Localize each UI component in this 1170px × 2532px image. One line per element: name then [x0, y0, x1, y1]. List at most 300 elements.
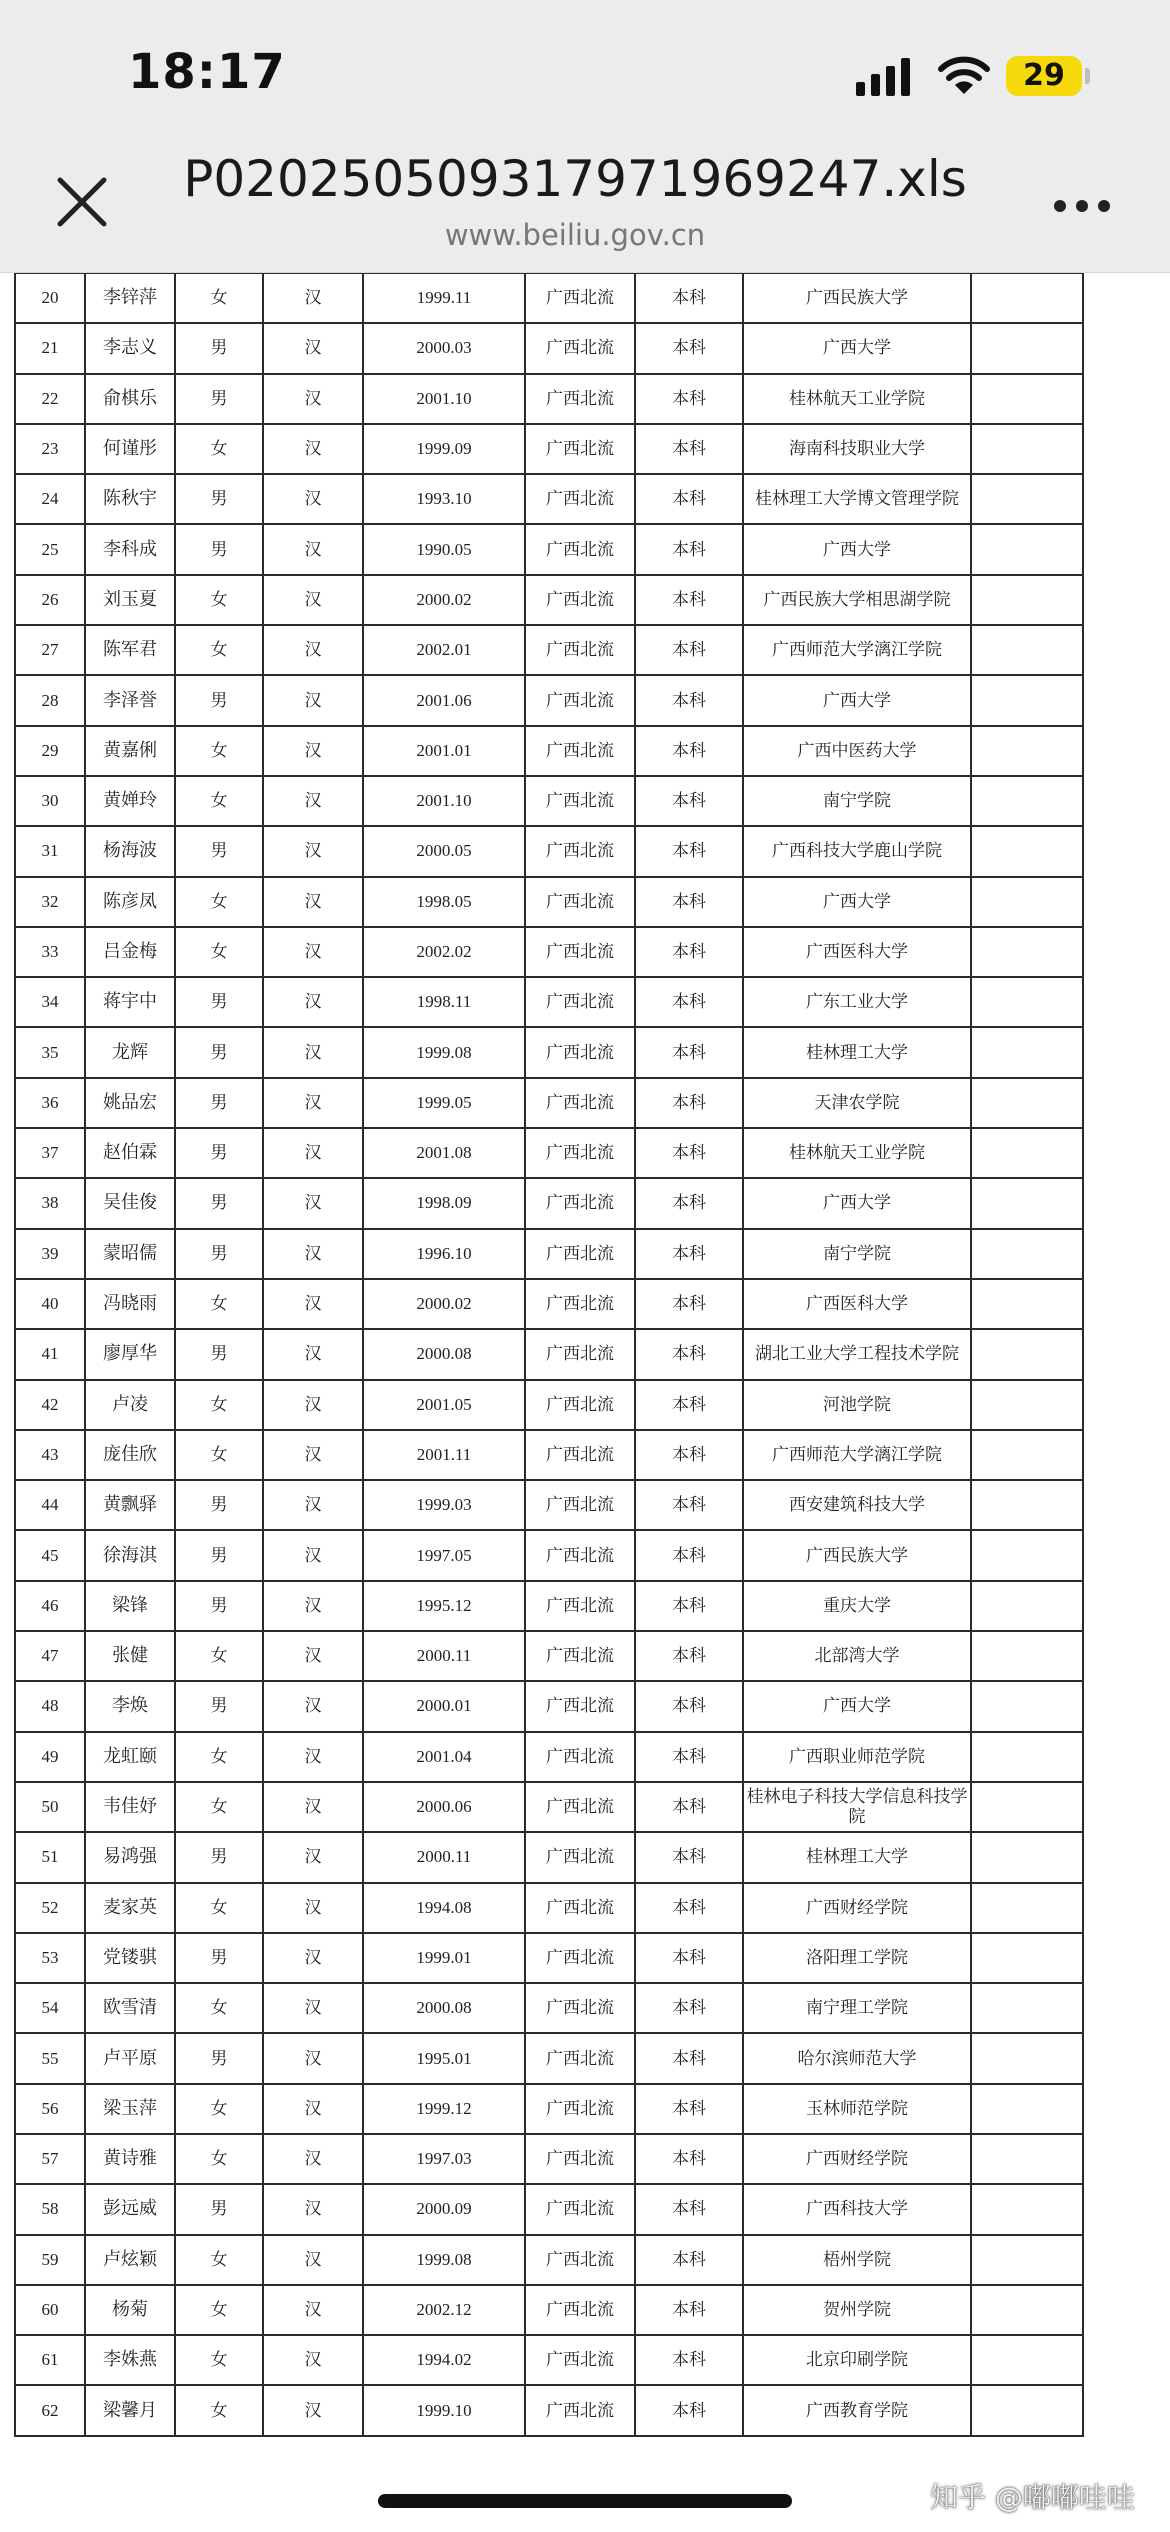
gender-cell[interactable]: 女	[175, 273, 263, 323]
ethnicity-cell[interactable]: 汉	[263, 1430, 363, 1480]
ethnicity-cell[interactable]: 汉	[263, 1581, 363, 1631]
remark-cell[interactable]	[971, 977, 1083, 1027]
origin-cell[interactable]: 广西北流	[525, 625, 635, 675]
birth-date-cell[interactable]: 2001.06	[363, 675, 525, 725]
birth-date-cell[interactable]: 2000.03	[363, 323, 525, 373]
row-number[interactable]: 57	[15, 2134, 85, 2184]
remark-cell[interactable]	[971, 1832, 1083, 1882]
row-number[interactable]: 41	[15, 1329, 85, 1379]
birth-date-cell[interactable]: 2001.05	[363, 1380, 525, 1430]
origin-cell[interactable]: 广西北流	[525, 776, 635, 826]
remark-cell[interactable]	[971, 2134, 1083, 2184]
ethnicity-cell[interactable]: 汉	[263, 877, 363, 927]
remark-cell[interactable]	[971, 1178, 1083, 1228]
gender-cell[interactable]: 男	[175, 524, 263, 574]
birth-date-cell[interactable]: 2000.02	[363, 1279, 525, 1329]
gender-cell[interactable]: 男	[175, 374, 263, 424]
remark-cell[interactable]	[971, 877, 1083, 927]
origin-cell[interactable]: 广西北流	[525, 2033, 635, 2083]
birth-date-cell[interactable]: 2000.02	[363, 575, 525, 625]
gender-cell[interactable]: 女	[175, 2134, 263, 2184]
name-cell[interactable]: 吕金梅	[85, 927, 175, 977]
birth-date-cell[interactable]: 2002.02	[363, 927, 525, 977]
gender-cell[interactable]: 男	[175, 1832, 263, 1882]
remark-cell[interactable]	[971, 675, 1083, 725]
school-cell[interactable]: 桂林航天工业学院	[743, 1128, 971, 1178]
education-cell[interactable]: 本科	[635, 927, 743, 977]
education-cell[interactable]: 本科	[635, 1027, 743, 1077]
education-cell[interactable]: 本科	[635, 1681, 743, 1731]
origin-cell[interactable]: 广西北流	[525, 977, 635, 1027]
more-options-icon[interactable]	[1052, 198, 1112, 214]
birth-date-cell[interactable]: 1990.05	[363, 524, 525, 574]
gender-cell[interactable]: 女	[175, 726, 263, 776]
row-number[interactable]: 55	[15, 2033, 85, 2083]
ethnicity-cell[interactable]: 汉	[263, 2285, 363, 2335]
ethnicity-cell[interactable]: 汉	[263, 1279, 363, 1329]
ethnicity-cell[interactable]: 汉	[263, 1329, 363, 1379]
name-cell[interactable]: 庞佳欣	[85, 1430, 175, 1480]
school-cell[interactable]: 广西科技大学鹿山学院	[743, 826, 971, 876]
remark-cell[interactable]	[971, 625, 1083, 675]
education-cell[interactable]: 本科	[635, 1983, 743, 2033]
name-cell[interactable]: 廖厚华	[85, 1329, 175, 1379]
origin-cell[interactable]: 广西北流	[525, 1883, 635, 1933]
education-cell[interactable]: 本科	[635, 2285, 743, 2335]
name-cell[interactable]: 梁玉萍	[85, 2084, 175, 2134]
name-cell[interactable]: 冯晓雨	[85, 1279, 175, 1329]
origin-cell[interactable]: 广西北流	[525, 2184, 635, 2234]
school-cell[interactable]: 广西教育学院	[743, 2385, 971, 2435]
ethnicity-cell[interactable]: 汉	[263, 2184, 363, 2234]
ethnicity-cell[interactable]: 汉	[263, 273, 363, 323]
gender-cell[interactable]: 男	[175, 1178, 263, 1228]
name-cell[interactable]: 张健	[85, 1631, 175, 1681]
ethnicity-cell[interactable]: 汉	[263, 1983, 363, 2033]
birth-date-cell[interactable]: 1999.09	[363, 424, 525, 474]
gender-cell[interactable]: 女	[175, 1883, 263, 1933]
school-cell[interactable]: 北京印刷学院	[743, 2335, 971, 2385]
name-cell[interactable]: 徐海淇	[85, 1530, 175, 1580]
row-number[interactable]: 30	[15, 776, 85, 826]
school-cell[interactable]: 广西财经学院	[743, 2134, 971, 2184]
remark-cell[interactable]	[971, 1279, 1083, 1329]
school-cell[interactable]: 南宁学院	[743, 776, 971, 826]
gender-cell[interactable]: 女	[175, 1631, 263, 1681]
remark-cell[interactable]	[971, 575, 1083, 625]
gender-cell[interactable]: 女	[175, 2335, 263, 2385]
ethnicity-cell[interactable]: 汉	[263, 1782, 363, 1832]
origin-cell[interactable]: 广西北流	[525, 1329, 635, 1379]
name-cell[interactable]: 蒋宇中	[85, 977, 175, 1027]
ethnicity-cell[interactable]: 汉	[263, 625, 363, 675]
row-number[interactable]: 28	[15, 675, 85, 725]
row-number[interactable]: 48	[15, 1681, 85, 1731]
birth-date-cell[interactable]: 1999.03	[363, 1480, 525, 1530]
origin-cell[interactable]: 广西北流	[525, 2385, 635, 2435]
school-cell[interactable]: 贺州学院	[743, 2285, 971, 2335]
school-cell[interactable]: 玉林师范学院	[743, 2084, 971, 2134]
birth-date-cell[interactable]: 2001.11	[363, 1430, 525, 1480]
name-cell[interactable]: 彭远威	[85, 2184, 175, 2234]
school-cell[interactable]: 广西师范大学漓江学院	[743, 625, 971, 675]
name-cell[interactable]: 俞棋乐	[85, 374, 175, 424]
gender-cell[interactable]: 女	[175, 877, 263, 927]
ethnicity-cell[interactable]: 汉	[263, 2033, 363, 2083]
remark-cell[interactable]	[971, 2235, 1083, 2285]
education-cell[interactable]: 本科	[635, 675, 743, 725]
birth-date-cell[interactable]: 1998.11	[363, 977, 525, 1027]
gender-cell[interactable]: 女	[175, 927, 263, 977]
school-cell[interactable]: 重庆大学	[743, 1581, 971, 1631]
remark-cell[interactable]	[971, 323, 1083, 373]
name-cell[interactable]: 李姝燕	[85, 2335, 175, 2385]
origin-cell[interactable]: 广西北流	[525, 1530, 635, 1580]
school-cell[interactable]: 桂林理工大学	[743, 1832, 971, 1882]
origin-cell[interactable]: 广西北流	[525, 1128, 635, 1178]
row-number[interactable]: 34	[15, 977, 85, 1027]
row-number[interactable]: 39	[15, 1229, 85, 1279]
origin-cell[interactable]: 广西北流	[525, 1933, 635, 1983]
origin-cell[interactable]: 广西北流	[525, 675, 635, 725]
education-cell[interactable]: 本科	[635, 1128, 743, 1178]
row-number[interactable]: 33	[15, 927, 85, 977]
gender-cell[interactable]: 女	[175, 625, 263, 675]
remark-cell[interactable]	[971, 424, 1083, 474]
ethnicity-cell[interactable]: 汉	[263, 2235, 363, 2285]
row-number[interactable]: 46	[15, 1581, 85, 1631]
row-number[interactable]: 49	[15, 1732, 85, 1782]
gender-cell[interactable]: 男	[175, 1027, 263, 1077]
origin-cell[interactable]: 广西北流	[525, 273, 635, 323]
school-cell[interactable]: 桂林电子科技大学信息科技学院	[743, 1782, 971, 1832]
origin-cell[interactable]: 广西北流	[525, 726, 635, 776]
origin-cell[interactable]: 广西北流	[525, 474, 635, 524]
name-cell[interactable]: 杨菊	[85, 2285, 175, 2335]
ethnicity-cell[interactable]: 汉	[263, 1530, 363, 1580]
school-cell[interactable]: 海南科技职业大学	[743, 424, 971, 474]
remark-cell[interactable]	[971, 1128, 1083, 1178]
school-cell[interactable]: 天津农学院	[743, 1078, 971, 1128]
birth-date-cell[interactable]: 2002.12	[363, 2285, 525, 2335]
birth-date-cell[interactable]: 1999.10	[363, 2385, 525, 2435]
row-number[interactable]: 23	[15, 424, 85, 474]
origin-cell[interactable]: 广西北流	[525, 524, 635, 574]
education-cell[interactable]: 本科	[635, 1078, 743, 1128]
row-number[interactable]: 58	[15, 2184, 85, 2234]
ethnicity-cell[interactable]: 汉	[263, 1480, 363, 1530]
education-cell[interactable]: 本科	[635, 726, 743, 776]
gender-cell[interactable]: 女	[175, 424, 263, 474]
row-number[interactable]: 50	[15, 1782, 85, 1832]
name-cell[interactable]: 卢凌	[85, 1380, 175, 1430]
education-cell[interactable]: 本科	[635, 1782, 743, 1832]
origin-cell[interactable]: 广西北流	[525, 1631, 635, 1681]
education-cell[interactable]: 本科	[635, 524, 743, 574]
origin-cell[interactable]: 广西北流	[525, 1832, 635, 1882]
row-number[interactable]: 32	[15, 877, 85, 927]
education-cell[interactable]: 本科	[635, 323, 743, 373]
remark-cell[interactable]	[971, 273, 1083, 323]
school-cell[interactable]: 北部湾大学	[743, 1631, 971, 1681]
row-number[interactable]: 29	[15, 726, 85, 776]
row-number[interactable]: 36	[15, 1078, 85, 1128]
row-number[interactable]: 54	[15, 1983, 85, 2033]
remark-cell[interactable]	[971, 2033, 1083, 2083]
gender-cell[interactable]: 男	[175, 826, 263, 876]
birth-date-cell[interactable]: 1999.11	[363, 273, 525, 323]
education-cell[interactable]: 本科	[635, 1933, 743, 1983]
gender-cell[interactable]: 女	[175, 575, 263, 625]
row-number[interactable]: 42	[15, 1380, 85, 1430]
ethnicity-cell[interactable]: 汉	[263, 474, 363, 524]
name-cell[interactable]: 龙辉	[85, 1027, 175, 1077]
origin-cell[interactable]: 广西北流	[525, 1027, 635, 1077]
origin-cell[interactable]: 广西北流	[525, 424, 635, 474]
origin-cell[interactable]: 广西北流	[525, 1430, 635, 1480]
gender-cell[interactable]: 女	[175, 2285, 263, 2335]
education-cell[interactable]: 本科	[635, 1732, 743, 1782]
education-cell[interactable]: 本科	[635, 1581, 743, 1631]
remark-cell[interactable]	[971, 524, 1083, 574]
education-cell[interactable]: 本科	[635, 877, 743, 927]
row-number[interactable]: 47	[15, 1631, 85, 1681]
gender-cell[interactable]: 男	[175, 675, 263, 725]
education-cell[interactable]: 本科	[635, 575, 743, 625]
school-cell[interactable]: 广西中医药大学	[743, 726, 971, 776]
name-cell[interactable]: 韦佳妤	[85, 1782, 175, 1832]
birth-date-cell[interactable]: 2000.11	[363, 1631, 525, 1681]
gender-cell[interactable]: 男	[175, 1078, 263, 1128]
origin-cell[interactable]: 广西北流	[525, 1229, 635, 1279]
ethnicity-cell[interactable]: 汉	[263, 1178, 363, 1228]
ethnicity-cell[interactable]: 汉	[263, 1631, 363, 1681]
remark-cell[interactable]	[971, 1229, 1083, 1279]
name-cell[interactable]: 黄嘉俐	[85, 726, 175, 776]
school-cell[interactable]: 河池学院	[743, 1380, 971, 1430]
gender-cell[interactable]: 女	[175, 1430, 263, 1480]
birth-date-cell[interactable]: 2001.10	[363, 374, 525, 424]
remark-cell[interactable]	[971, 1530, 1083, 1580]
origin-cell[interactable]: 广西北流	[525, 374, 635, 424]
school-cell[interactable]: 桂林理工大学博文管理学院	[743, 474, 971, 524]
name-cell[interactable]: 卢炫颖	[85, 2235, 175, 2285]
gender-cell[interactable]: 男	[175, 977, 263, 1027]
education-cell[interactable]: 本科	[635, 2335, 743, 2385]
row-number[interactable]: 40	[15, 1279, 85, 1329]
birth-date-cell[interactable]: 1996.10	[363, 1229, 525, 1279]
remark-cell[interactable]	[971, 474, 1083, 524]
origin-cell[interactable]: 广西北流	[525, 2084, 635, 2134]
remark-cell[interactable]	[971, 1782, 1083, 1832]
remark-cell[interactable]	[971, 1933, 1083, 1983]
row-number[interactable]: 35	[15, 1027, 85, 1077]
row-number[interactable]: 31	[15, 826, 85, 876]
remark-cell[interactable]	[971, 2385, 1083, 2435]
row-number[interactable]: 26	[15, 575, 85, 625]
remark-cell[interactable]	[971, 1681, 1083, 1731]
birth-date-cell[interactable]: 2000.06	[363, 1782, 525, 1832]
education-cell[interactable]: 本科	[635, 2033, 743, 2083]
education-cell[interactable]: 本科	[635, 977, 743, 1027]
name-cell[interactable]: 黄飘驿	[85, 1480, 175, 1530]
gender-cell[interactable]: 男	[175, 1581, 263, 1631]
row-number[interactable]: 56	[15, 2084, 85, 2134]
ethnicity-cell[interactable]: 汉	[263, 1128, 363, 1178]
school-cell[interactable]: 广西大学	[743, 323, 971, 373]
gender-cell[interactable]: 男	[175, 1530, 263, 1580]
birth-date-cell[interactable]: 1998.09	[363, 1178, 525, 1228]
education-cell[interactable]: 本科	[635, 374, 743, 424]
row-number[interactable]: 61	[15, 2335, 85, 2385]
row-number[interactable]: 37	[15, 1128, 85, 1178]
birth-date-cell[interactable]: 2001.01	[363, 726, 525, 776]
ethnicity-cell[interactable]: 汉	[263, 1229, 363, 1279]
ethnicity-cell[interactable]: 汉	[263, 575, 363, 625]
name-cell[interactable]: 刘玉夏	[85, 575, 175, 625]
school-cell[interactable]: 湖北工业大学工程技术学院	[743, 1329, 971, 1379]
gender-cell[interactable]: 女	[175, 1782, 263, 1832]
birth-date-cell[interactable]: 1999.08	[363, 1027, 525, 1077]
ethnicity-cell[interactable]: 汉	[263, 424, 363, 474]
remark-cell[interactable]	[971, 726, 1083, 776]
name-cell[interactable]: 李泽誉	[85, 675, 175, 725]
birth-date-cell[interactable]: 1995.01	[363, 2033, 525, 2083]
birth-date-cell[interactable]: 2001.04	[363, 1732, 525, 1782]
ethnicity-cell[interactable]: 汉	[263, 726, 363, 776]
remark-cell[interactable]	[971, 826, 1083, 876]
origin-cell[interactable]: 广西北流	[525, 1681, 635, 1731]
education-cell[interactable]: 本科	[635, 1480, 743, 1530]
ethnicity-cell[interactable]: 汉	[263, 776, 363, 826]
ethnicity-cell[interactable]: 汉	[263, 927, 363, 977]
row-number[interactable]: 20	[15, 273, 85, 323]
gender-cell[interactable]: 男	[175, 1128, 263, 1178]
birth-date-cell[interactable]: 1997.03	[363, 2134, 525, 2184]
gender-cell[interactable]: 男	[175, 474, 263, 524]
gender-cell[interactable]: 男	[175, 323, 263, 373]
name-cell[interactable]: 陈秋宇	[85, 474, 175, 524]
remark-cell[interactable]	[971, 1027, 1083, 1077]
school-cell[interactable]: 广西大学	[743, 1681, 971, 1731]
education-cell[interactable]: 本科	[635, 273, 743, 323]
remark-cell[interactable]	[971, 1078, 1083, 1128]
name-cell[interactable]: 何谨彤	[85, 424, 175, 474]
birth-date-cell[interactable]: 2000.01	[363, 1681, 525, 1731]
origin-cell[interactable]: 广西北流	[525, 1581, 635, 1631]
remark-cell[interactable]	[971, 927, 1083, 977]
education-cell[interactable]: 本科	[635, 1631, 743, 1681]
school-cell[interactable]: 广东工业大学	[743, 977, 971, 1027]
ethnicity-cell[interactable]: 汉	[263, 1027, 363, 1077]
birth-date-cell[interactable]: 1993.10	[363, 474, 525, 524]
remark-cell[interactable]	[971, 1329, 1083, 1379]
school-cell[interactable]: 西安建筑科技大学	[743, 1480, 971, 1530]
ethnicity-cell[interactable]: 汉	[263, 1380, 363, 1430]
remark-cell[interactable]	[971, 2285, 1083, 2335]
name-cell[interactable]: 李科成	[85, 524, 175, 574]
ethnicity-cell[interactable]: 汉	[263, 2134, 363, 2184]
school-cell[interactable]: 广西大学	[743, 675, 971, 725]
remark-cell[interactable]	[971, 374, 1083, 424]
origin-cell[interactable]: 广西北流	[525, 1732, 635, 1782]
remark-cell[interactable]	[971, 1430, 1083, 1480]
name-cell[interactable]: 龙虹颐	[85, 1732, 175, 1782]
name-cell[interactable]: 李焕	[85, 1681, 175, 1731]
education-cell[interactable]: 本科	[635, 1229, 743, 1279]
birth-date-cell[interactable]: 2001.08	[363, 1128, 525, 1178]
school-cell[interactable]: 广西大学	[743, 1178, 971, 1228]
gender-cell[interactable]: 男	[175, 1329, 263, 1379]
name-cell[interactable]: 党镂骐	[85, 1933, 175, 1983]
ethnicity-cell[interactable]: 汉	[263, 1883, 363, 1933]
origin-cell[interactable]: 广西北流	[525, 877, 635, 927]
origin-cell[interactable]: 广西北流	[525, 927, 635, 977]
origin-cell[interactable]: 广西北流	[525, 1279, 635, 1329]
education-cell[interactable]: 本科	[635, 1883, 743, 1933]
remark-cell[interactable]	[971, 776, 1083, 826]
school-cell[interactable]: 南宁学院	[743, 1229, 971, 1279]
education-cell[interactable]: 本科	[635, 474, 743, 524]
row-number[interactable]: 62	[15, 2385, 85, 2435]
name-cell[interactable]: 易鸿强	[85, 1832, 175, 1882]
birth-date-cell[interactable]: 1995.12	[363, 1581, 525, 1631]
row-number[interactable]: 52	[15, 1883, 85, 1933]
ethnicity-cell[interactable]: 汉	[263, 2084, 363, 2134]
birth-date-cell[interactable]: 2000.05	[363, 826, 525, 876]
school-cell[interactable]: 广西科技大学	[743, 2184, 971, 2234]
school-cell[interactable]: 广西民族大学相思湖学院	[743, 575, 971, 625]
row-number[interactable]: 44	[15, 1480, 85, 1530]
row-number[interactable]: 27	[15, 625, 85, 675]
remark-cell[interactable]	[971, 1631, 1083, 1681]
gender-cell[interactable]: 女	[175, 1983, 263, 2033]
row-number[interactable]: 38	[15, 1178, 85, 1228]
ethnicity-cell[interactable]: 汉	[263, 977, 363, 1027]
school-cell[interactable]: 洛阳理工学院	[743, 1933, 971, 1983]
school-cell[interactable]: 广西职业师范学院	[743, 1732, 971, 1782]
name-cell[interactable]: 陈彦凤	[85, 877, 175, 927]
birth-date-cell[interactable]: 2001.10	[363, 776, 525, 826]
remark-cell[interactable]	[971, 2335, 1083, 2385]
row-number[interactable]: 45	[15, 1530, 85, 1580]
ethnicity-cell[interactable]: 汉	[263, 1078, 363, 1128]
row-number[interactable]: 25	[15, 524, 85, 574]
row-number[interactable]: 53	[15, 1933, 85, 1983]
birth-date-cell[interactable]: 1998.05	[363, 877, 525, 927]
gender-cell[interactable]: 男	[175, 2033, 263, 2083]
origin-cell[interactable]: 广西北流	[525, 1380, 635, 1430]
origin-cell[interactable]: 广西北流	[525, 2285, 635, 2335]
education-cell[interactable]: 本科	[635, 424, 743, 474]
remark-cell[interactable]	[971, 2184, 1083, 2234]
school-cell[interactable]: 广西民族大学	[743, 1530, 971, 1580]
origin-cell[interactable]: 广西北流	[525, 1983, 635, 2033]
name-cell[interactable]: 黄婵玲	[85, 776, 175, 826]
origin-cell[interactable]: 广西北流	[525, 1078, 635, 1128]
remark-cell[interactable]	[971, 1732, 1083, 1782]
education-cell[interactable]: 本科	[635, 1832, 743, 1882]
gender-cell[interactable]: 女	[175, 776, 263, 826]
birth-date-cell[interactable]: 2000.08	[363, 1329, 525, 1379]
origin-cell[interactable]: 广西北流	[525, 323, 635, 373]
education-cell[interactable]: 本科	[635, 1430, 743, 1480]
school-cell[interactable]: 桂林航天工业学院	[743, 374, 971, 424]
ethnicity-cell[interactable]: 汉	[263, 524, 363, 574]
birth-date-cell[interactable]: 1994.02	[363, 2335, 525, 2385]
remark-cell[interactable]	[971, 1480, 1083, 1530]
school-cell[interactable]: 广西医科大学	[743, 927, 971, 977]
